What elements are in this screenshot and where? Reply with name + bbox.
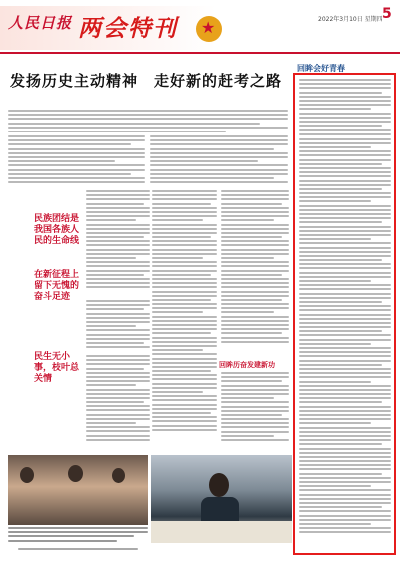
page-number: 5 bbox=[382, 6, 392, 22]
footer-credits bbox=[18, 548, 138, 554]
column-2-text-top bbox=[150, 135, 288, 185]
column-3-tagline: 回眸历奋发建新功 bbox=[219, 361, 275, 369]
highlighted-right-column bbox=[293, 73, 396, 555]
right-column-title: 回眸会好青春 bbox=[297, 64, 345, 73]
photo-meeting-left bbox=[8, 455, 148, 525]
column-1-section-3 bbox=[86, 355, 150, 450]
subhead-3: 民生无小事，枝叶总关情 bbox=[34, 352, 80, 384]
photo-speaker-right bbox=[151, 455, 292, 543]
column-1-text-top bbox=[8, 135, 145, 185]
subhead-2: 在新征程上留下无愧的奋斗足迹 bbox=[34, 270, 80, 302]
issue-date: 2022年3月10日 星期四 bbox=[318, 16, 383, 23]
column-3-text-lower bbox=[221, 372, 289, 450]
column-3-text bbox=[221, 190, 289, 355]
lead-paragraph bbox=[8, 110, 288, 132]
section-title: 两会特刊 bbox=[78, 16, 178, 42]
star-emblem-icon bbox=[196, 16, 222, 42]
newspaper-logo: 人民日报 bbox=[8, 14, 73, 32]
masthead bbox=[0, 0, 400, 54]
column-1-section-2 bbox=[86, 300, 150, 350]
column-2-text bbox=[152, 190, 217, 450]
subhead-1: 民族团结是我国各族人民的生命线 bbox=[34, 214, 80, 246]
right-column-text bbox=[299, 79, 391, 549]
column-1-section-1 bbox=[86, 190, 150, 295]
masthead-rule bbox=[0, 52, 400, 54]
main-headline: 发扬历史主动精神 走好新的赶考之路 bbox=[10, 72, 283, 90]
photo-caption-left bbox=[8, 527, 148, 543]
